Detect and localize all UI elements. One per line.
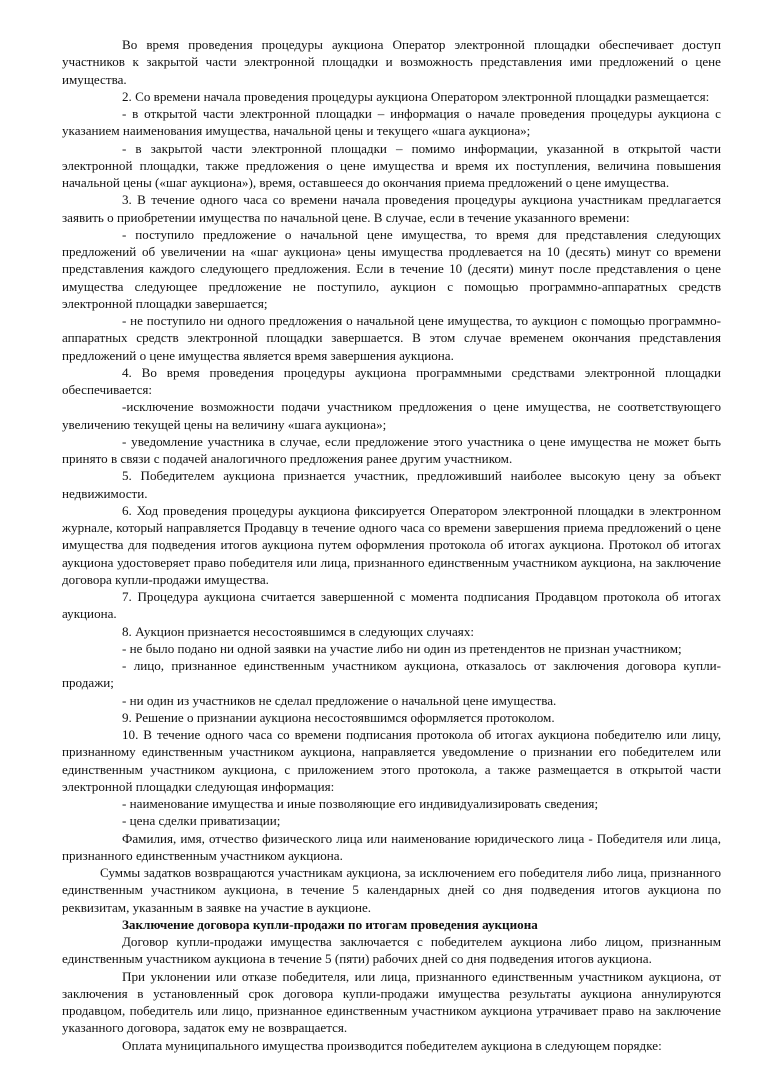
paragraph-property-name: - наименование имущества и иные позволяющие его индивидуализировать сведения; [122,796,599,811]
paragraph-no-bids: - ни один из участников не сделал предложение о начальной цене имущества. [122,692,557,708]
section-heading-contract: Заключение договора купли-продажи по итогам проведения аукциона [122,916,538,932]
paragraph-deposits: Суммы задатков возвращаются участникам аукциона, за исключением его победителя либо лица, признанного единственным участником аукциона, в течение 5 календарных дней со дня подведения итогов аукциона по реквизитам, указанным в заявке на участие в аукционе. [62,865,721,915]
paragraph-item-5: 5. Победителем аукциона признается участник, предложивший наиболее высокую цену за объект недвижимости. [62,468,721,501]
paragraph-item-4: 4. Во время проведения процедуры аукциона программными средствами электронной площадки обеспечивается: [62,364,721,397]
paragraph-item-3: 3. В течение одного часа со времени начала проведения процедуры аукциона участникам предлагается заявить о приобретении имущества по начальной цене. В случае, если в течение указанного времени: [62,192,721,225]
paragraph-evasion: При уклонении или отказе победителя, или лица, признанного единственным участником аукциона, от заключения в установленный срок договора купли-продажи имущества результаты аукциона аннулируются продавцом, победитель или лицо, признанное единственным участником аукциона утрачивает право на заключение указанного договора, задаток ему не возвращается. [62,968,721,1036]
paragraph-notification: - уведомление участника в случае, если предложение этого участника о цене имущества не может быть принято в связи с подачей аналогичного предложения ранее другим участником. [62,433,721,466]
paragraph-offer-received: - поступило предложение о начальной цене имущества, то время для представления следующих предложений об увеличении на «шаг аукциона» цены имущества продлевается на 10 (десять) минут со времени представления каждого следующего предложения. Если в течение 10 (десяти) минут после представления о цене имущества следующее предложение не поступило, аукцион с помощью программно-аппаратных средств электронной площадки завершается; [62,226,721,311]
paragraph-item-7: 7. Процедура аукциона считается завершенной с момента подписания Продавцом протокола об итогах аукциона. [62,589,721,622]
paragraph-item-2: 2. Со времени начала проведения процедуры аукциона Оператором электронной площадки размещается: [122,88,710,104]
paragraph-no-offer: - не поступило ни одного предложения о начальной цене имущества, то аукцион с помощью программно-аппаратных средств электронной площадки завершается. В этом случае временем окончания представления предложений о цене имущества является время завершения аукциона. [62,313,721,363]
paragraph-contract: Договор купли-продажи имущества заключается с победителем аукциона либо лицом, признанным единственным участником аукциона в течение 5 (пяти) рабочих дней со дня подведения итогов аукциона. [62,934,721,967]
paragraph-open-part: - в открытой части электронной площадки – информация о начале проведения процедуры аукциона с указанием наименования имущества, начальной цены и текущего «шага аукциона»; [62,106,721,139]
paragraph-payment: Оплата муниципального имущества производится победителем аукциона в следующем порядке: [122,1037,662,1053]
paragraph-item-6: 6. Ход проведения процедуры аукциона фиксируется Оператором электронной площадки в электронном журнале, который направляется Продавцу в течение одного часа со времени завершения приема предложений о цене имущества для подведения итогов аукциона путем оформления протокола об итогах аукциона. Протокол об итогах аукциона удостоверяет право победителя или лица, признанного единственным участником аукциона, на заключение договора купли-продажи имущества. [62,502,721,587]
paragraph-sole-refused: - лицо, признанное единственным участником аукциона, отказалось от заключения договора купли-продажи; [62,658,721,691]
paragraph-access: Во время проведения процедуры аукциона Оператор электронной площадки обеспечивает доступ участников к закрытой части электронной площадки и возможность представления ими предложений о цене имущества. [62,37,721,87]
paragraph-deal-price: - цена сделки приватизации; [122,813,281,829]
paragraph-item-9: 9. Решение о признании аукциона несостоявшимся оформляется протоколом. [122,709,555,725]
paragraph-no-applications: - не было подано ни одной заявки на участие либо ни один из претендентов не признан участником; [122,640,682,656]
paragraph-item-8: 8. Аукцион признается несостоявшимся в следующих случаях: [122,623,475,639]
paragraph-winner-name: Фамилия, имя, отчество физического лица или наименование юридического лица - Победителя или лица, признанного единственным участником аукциона. [62,830,721,863]
paragraph-exclusion: -исключение возможности подачи участником предложения о цене имущества, не соответствующего увеличению текущей цены на величину «шага аукциона»; [62,399,721,432]
paragraph-item-10: 10. В течение одного часа со времени подписания протокола об итогах аукциона победителю или лицу, признанному единственным участником аукциона, направляется уведомление о признании его победителем или единственным участником аукциона, с приложением этого протокола, а также размещается в открытой части электронной площадки следующая информация: [62,727,721,794]
paragraph-closed-part: - в закрытой части электронной площадки – помимо информации, указанной в открытой части электронной площадки, также предложения о цене имущества и время их поступления, величина повышения начальной цены («шаг аукциона»), время, оставшееся до окончания приема предложений о цене имущества. [62,140,721,190]
